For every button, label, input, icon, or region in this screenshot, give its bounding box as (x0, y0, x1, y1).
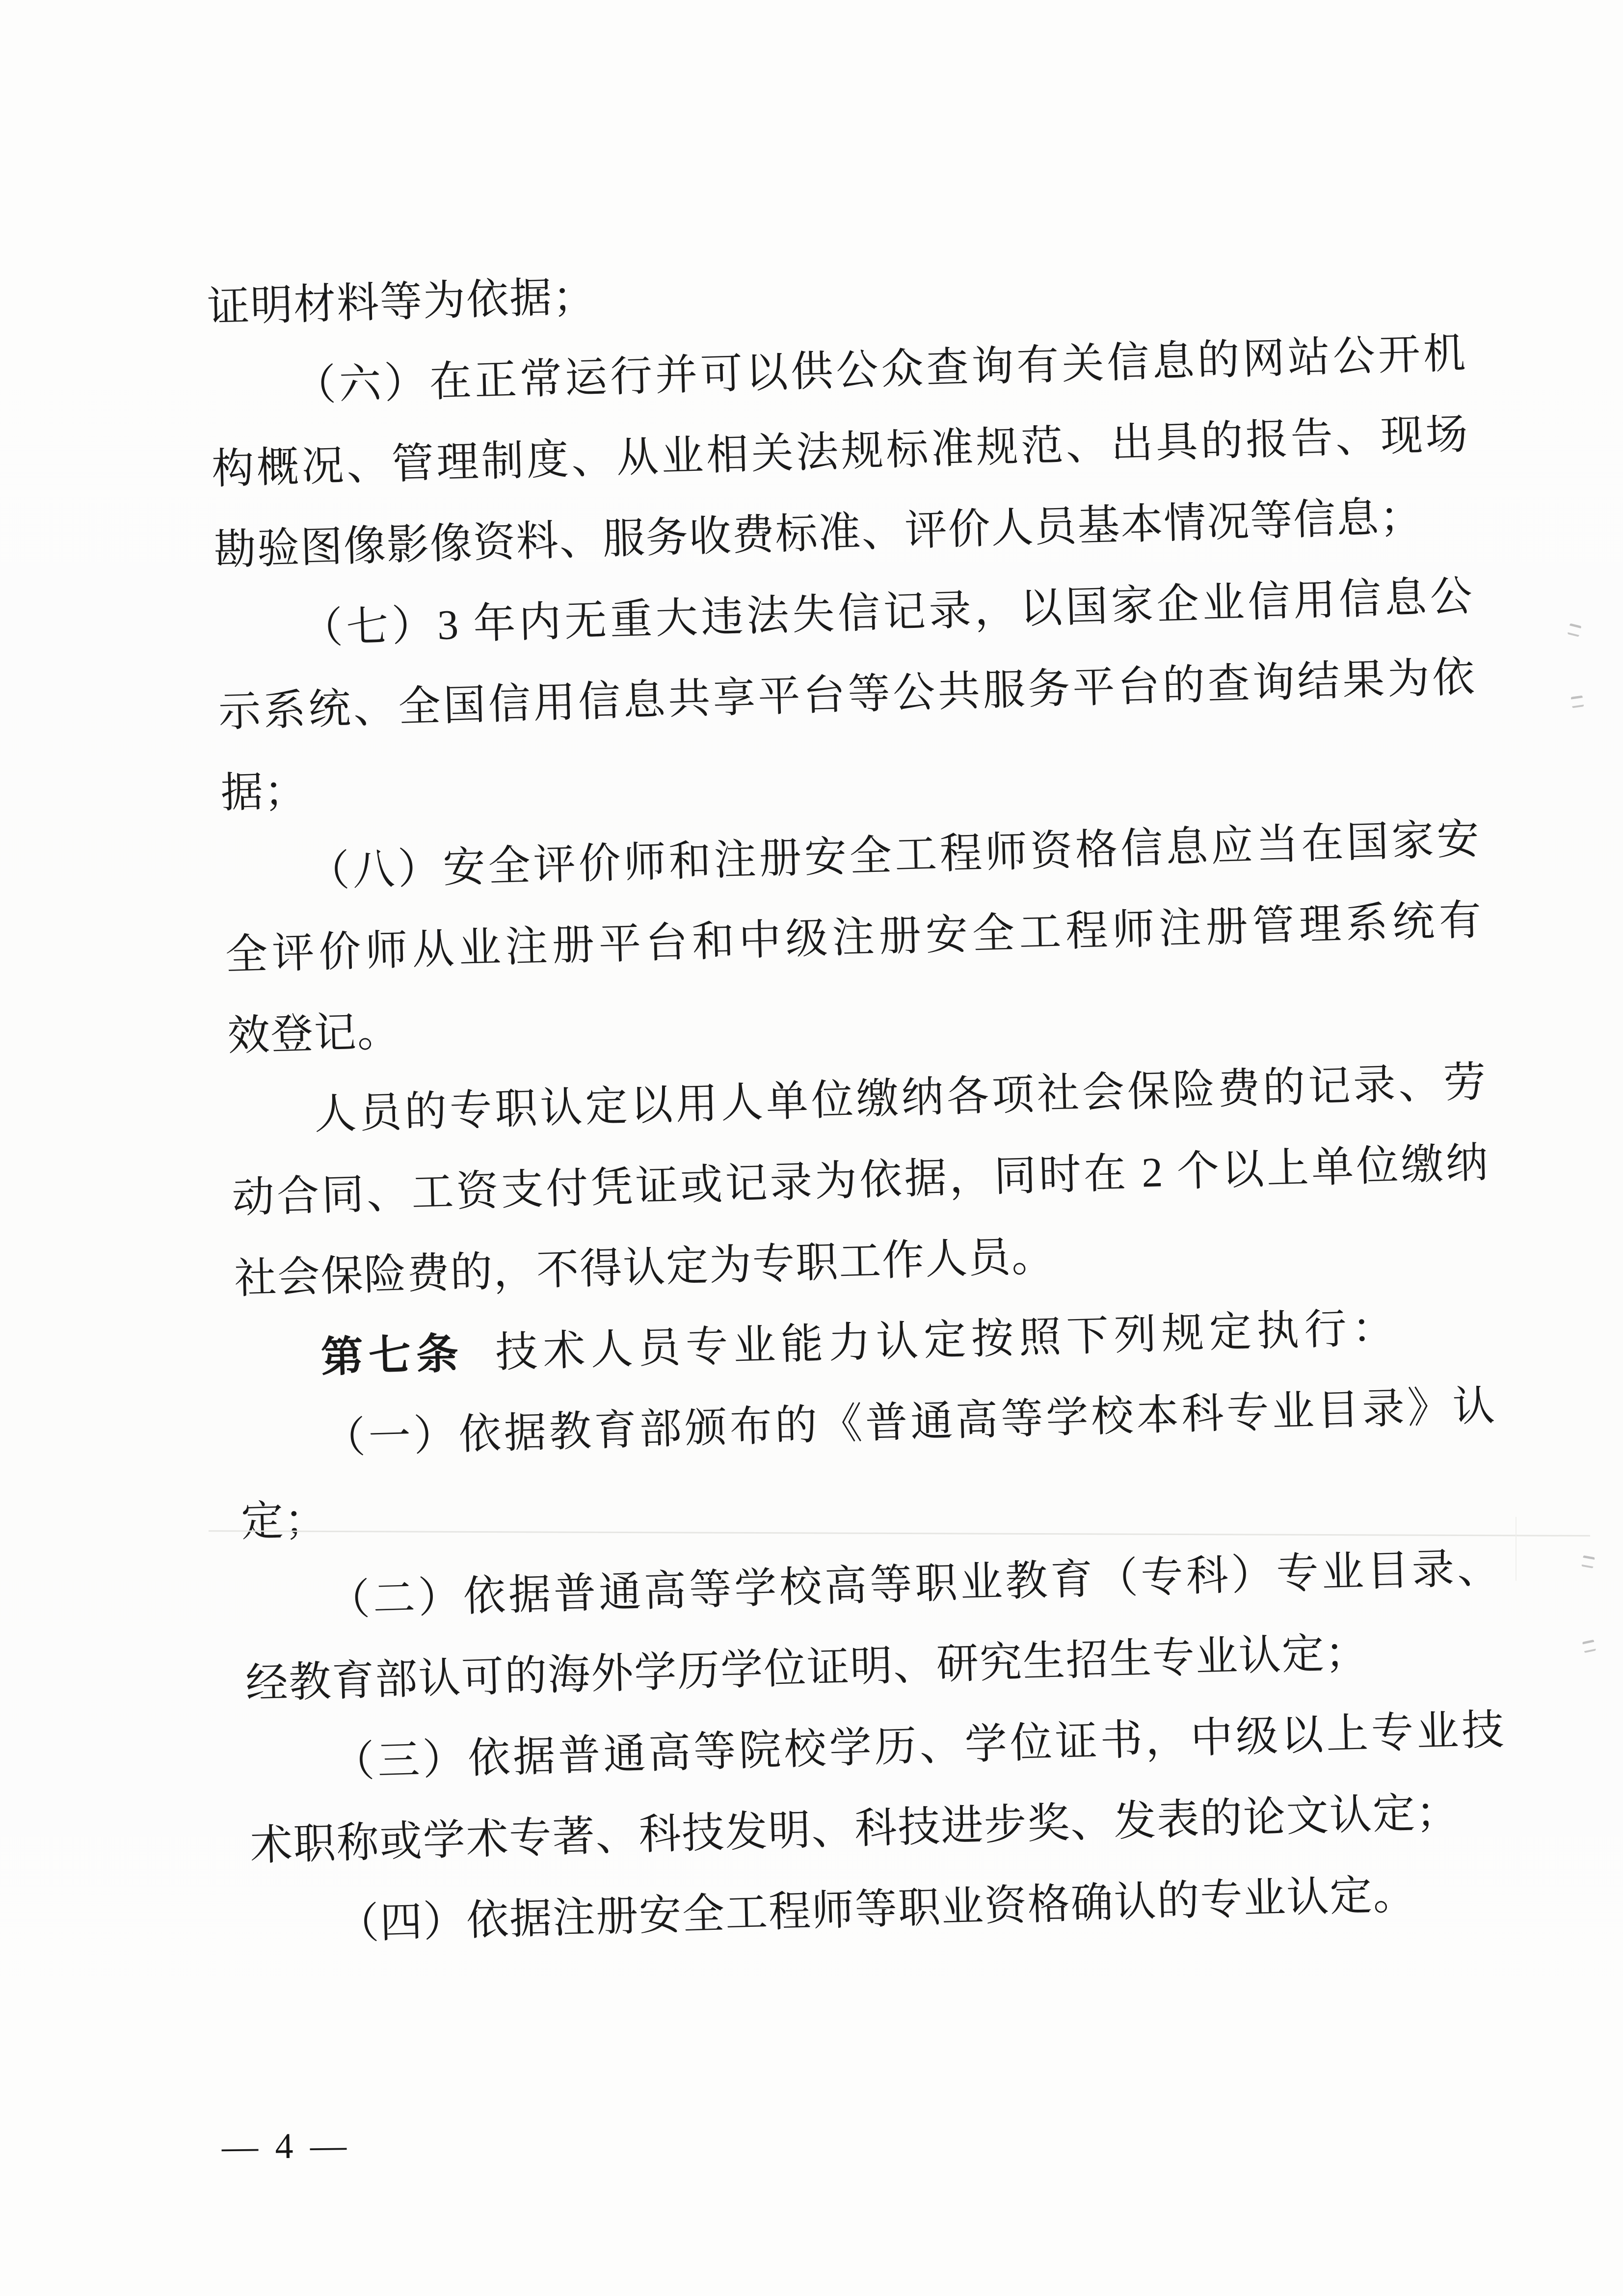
text-line: 术职称或学术专著、科技发明、科技进步奖、发表的论文认定； (249, 1788, 1460, 1869)
scan-smudge (1571, 695, 1584, 708)
text-line: 勘验图像影像资料、服务收费标准、评价人员基本情况等信息； (213, 492, 1424, 574)
text-line: 经教育部认可的海外学历学位证明、研究生招生专业认定； (245, 1629, 1369, 1707)
scan-smudge (1581, 1555, 1595, 1568)
text-line: （七）3 年内无重大违法失信记录，以国家企业信用信息公 (300, 572, 1474, 652)
article-number: 第七条 (320, 1330, 465, 1381)
document-body (206, 232, 1511, 1967)
text-line: 动合同、工资支付凭证或记录为依据，同时在 2 个以上单位缴纳 (231, 1139, 1490, 1222)
article-heading-text: 技术人员专业能力认定按照下列规定执行： (495, 1303, 1401, 1377)
text-line: （二）依据普通高等学校高等职业教育（专科）专业目录、 (327, 1544, 1501, 1624)
text-line: （三）依据普通高等院校学历、学位证书，中级以上专业技 (331, 1706, 1506, 1786)
text-line: 据； (220, 767, 308, 817)
text-line: 定； (240, 1496, 328, 1545)
scan-crease (1516, 1517, 1517, 1581)
text-line: 构概况、管理制度、从业相关法规标准规范、出具的报告、现场 (211, 410, 1469, 493)
text-line: （八）安全评价师和注册安全工程师资格信息应当在国家安 (307, 815, 1481, 895)
scan-smudge (1568, 623, 1582, 637)
text-line: （一）依据教育部颁布的《普通高等学校本科专业目录》认 (322, 1382, 1497, 1462)
text-line: 人员的专职认定以用人单位缴纳各项社会保险费的记录、劳 (313, 1058, 1488, 1138)
page-number: — 4 — (221, 2125, 351, 2167)
scan-smudge (1582, 1640, 1596, 1653)
text-line: （六）在正常运行并可以供公众查询有关信息的网站公开机 (293, 329, 1467, 410)
text-line: 社会保险费的，不得认定为专职工作人员。 (234, 1232, 1056, 1303)
text-line: 示系统、全国信用信息共享平台等公共服务平台的查询结果为依 (217, 653, 1476, 736)
text-line: （四）依据注册安全工程师等职业资格确认的专业认定。 (336, 1870, 1417, 1948)
text-line: 证明材料等为依据； (206, 272, 597, 331)
text-line: 全评价师从业注册平台和中级注册安全工程师注册管理系统有 (224, 896, 1483, 979)
text-line: 效登记。 (227, 1007, 401, 1060)
